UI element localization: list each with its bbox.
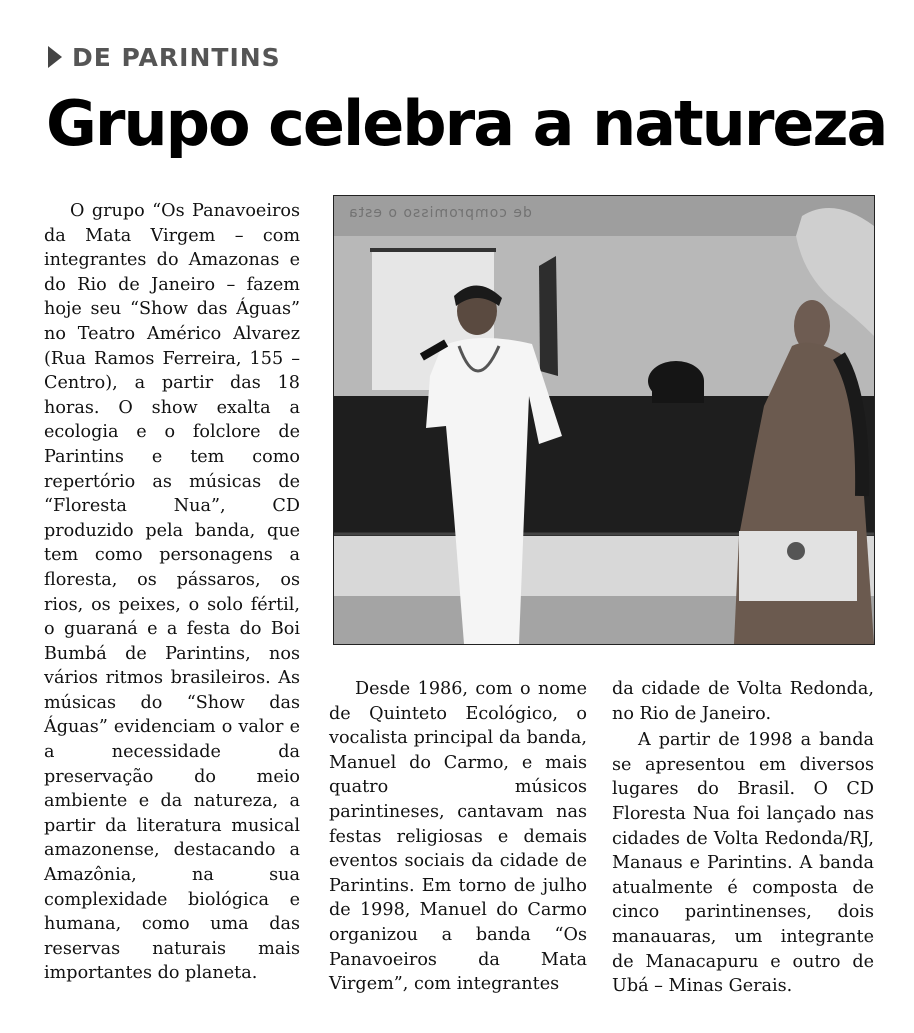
paragraph-continuation: da cidade de Volta Redonda, no Rio de Janeiro. [612, 679, 874, 724]
article-column-3 [612, 677, 874, 999]
photo-illustration [334, 196, 874, 644]
article-column-2 [329, 677, 587, 997]
headline: Grupo celebra a natureza [46, 87, 887, 160]
section-kicker-label: DE PARINTINS [72, 42, 281, 72]
paragraph: O grupo “Os Panavoeiros da Mata Virgem – com integrantes do Amazonas e do Rio de Janeiro – fazem hoje seu “Show das Águas” no Teatro Américo Alvarez (Rua Ramos Ferreira, 155 – Centro), a partir das 18 horas. O show exalta a ecologia e o folclore de Parintins e tem como repertório as músicas de “Floresta Nua”, CD produzido pela banda, que tem como personagens a floresta, os pássaros, os rios, os peixes, o solo fértil, o guaraná e a festa do Boi Bumbá de Parintins, nos vários ritmos brasileiros. As músicas do “Show das Águas” evidenciam o valor e a necessidade da preservação do meio ambiente e da natureza, a partir da literatura musical amazonense, destacando a Amazônia, na sua complexidade biológica e humana, como uma das reservas naturais mais importantes do planeta. [44, 201, 300, 984]
photo-background-text: de compromisso o esta [348, 205, 532, 221]
paragraph: Desde 1986, com o nome de Quinteto Ecológico, o vocalista principal da banda, Manuel do Carmo, e mais quatro músicos parintineses, cantavam nas festas religiosas e demais eventos sociais da cidade de Parintins. Em torno de julho de 1998, Manuel do Carmo organizou a banda “Os Panavoeiros da Mata Virgem”, com integrantes [329, 679, 587, 995]
paragraph: A partir de 1998 a banda se apresentou em diversos lugares do Brasil. O CD Floresta Nua foi lançado nas cidades de Volta Redonda/RJ, Manaus e Parintins. A banda atualmente é composta de cinco parintinenses, dois manauaras, um integrante de Manacapuru e outro de Ubá – Minas Gerais. [612, 730, 874, 997]
article-column-1 [44, 199, 300, 986]
article-photo [333, 195, 875, 645]
arrow-right-icon [48, 46, 62, 68]
section-kicker [48, 42, 281, 72]
